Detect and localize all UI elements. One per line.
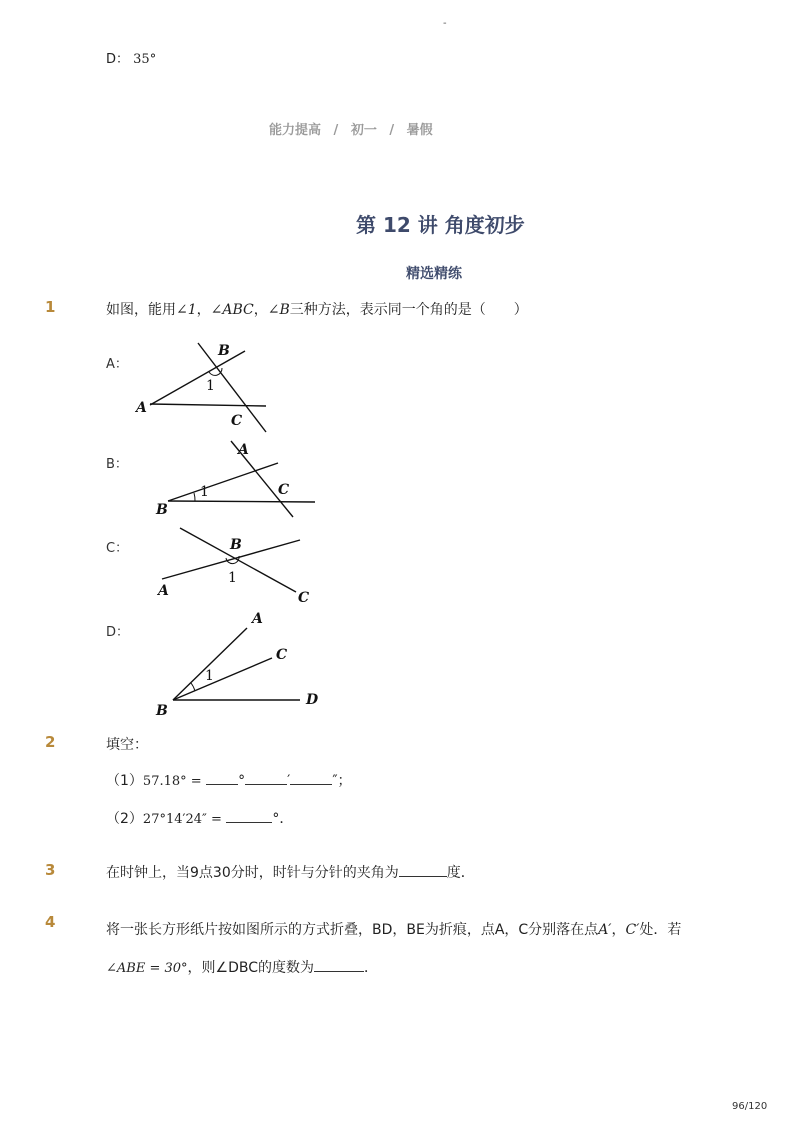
option-c-label: C： (106, 541, 129, 556)
question-number: 3 (45, 861, 56, 879)
section-title: 精选精练 (406, 266, 462, 282)
question-2-text: 填空： (106, 737, 148, 753)
point-label-a: A (136, 400, 147, 416)
q1-angle-abc: ∠ABC (210, 302, 254, 318)
lesson-title: 第 12 讲 角度初步 (356, 213, 525, 237)
point-label-a: A (238, 442, 249, 458)
angle-label-1: 1 (228, 570, 237, 586)
angle-label-1: 1 (206, 378, 215, 394)
blank-answer[interactable] (399, 864, 447, 877)
option-d-label: D： (106, 625, 130, 640)
breadcrumb-term: 暑假 (406, 123, 433, 138)
point-label-b: B (156, 703, 168, 719)
breadcrumb-separator: / (389, 123, 395, 138)
q3-text-before: 在时钟上，当9点30分时，时针与分针的夹角为 (106, 865, 399, 881)
minute-symbol: ′ (287, 773, 291, 789)
q4-angle-expression: ∠ABE = 30° (106, 961, 188, 976)
option-a-figure (130, 338, 290, 438)
question-1-text (106, 299, 528, 319)
angle-arc (194, 493, 195, 501)
point-label-c: C (278, 482, 290, 498)
breadcrumb-level: 能力提高 (269, 123, 322, 138)
part-1-expression: 57.18° = (142, 774, 202, 789)
q4-comma: ， (611, 922, 626, 938)
q1-suffix: 三种方法，表示同一个角的是（ ） (289, 302, 528, 318)
ray-bc (173, 658, 272, 700)
line-ba (168, 463, 278, 501)
angle-label-1: 1 (205, 668, 214, 684)
question-4-line-2 (106, 957, 378, 977)
degree-symbol: ° (238, 773, 246, 789)
point-label-b: B (230, 537, 242, 553)
question-2-part-1 (106, 770, 352, 790)
blank-degrees[interactable] (206, 772, 238, 785)
question-number: 2 (45, 733, 56, 751)
question-4-line-1 (106, 919, 681, 939)
part-2-label: （2） (106, 811, 143, 827)
q1-angle-1: ∠1 (176, 302, 197, 318)
question-2-part-2 (106, 808, 293, 828)
line-bc (168, 501, 315, 502)
top-mark: - (443, 18, 447, 29)
angle-label-1: 1 (200, 484, 209, 500)
line-ac (150, 404, 266, 406)
point-label-b: B (156, 502, 168, 518)
blank-answer[interactable] (314, 959, 364, 972)
previous-option-value: 35° (133, 52, 157, 67)
option-a-label: A： (106, 357, 128, 372)
part-2-expression: 27°14′24″ = (142, 812, 222, 827)
page-number: 96/120 (732, 1101, 768, 1112)
q4-line1-text: 将一张长方形纸片按如图所示的方式折叠，BD，BE为折痕，点A，C分别落在点 (106, 922, 599, 938)
question-3-text (106, 862, 475, 882)
q4-line1-end: 处．若 (639, 922, 682, 938)
blank-degrees[interactable] (226, 810, 272, 823)
line-ab (150, 351, 245, 405)
point-label-b: B (218, 343, 230, 359)
point-a-prime: A′ (598, 922, 612, 938)
q4-line2-text: ，则∠DBC的度数为 (187, 960, 314, 976)
q1-angle-b: ∠B (267, 302, 290, 318)
point-c-prime: C′ (625, 922, 640, 938)
previous-option-label: D： (106, 52, 130, 67)
breadcrumb-grade: 初一 (350, 123, 377, 138)
q1-comma: ， (196, 302, 211, 318)
point-label-c: C (231, 413, 243, 429)
breadcrumb-separator: / (333, 123, 339, 138)
point-label-c: C (298, 590, 310, 606)
question-number: 1 (45, 298, 56, 316)
q4-line2-end: ． (364, 960, 378, 976)
option-c-figure (150, 525, 325, 607)
second-symbol: ″； (332, 773, 352, 789)
point-label-a: A (252, 611, 263, 627)
point-label-a: A (158, 583, 169, 599)
question-number: 4 (45, 913, 56, 931)
option-b-figure (150, 438, 330, 523)
breadcrumb (269, 119, 433, 138)
blank-seconds[interactable] (290, 772, 332, 785)
point-label-d: D (306, 692, 319, 708)
angle-arc (191, 683, 195, 691)
ray-ba (173, 628, 247, 700)
point-label-c: C (276, 647, 288, 663)
option-d-figure (150, 608, 330, 720)
q3-text-after: 度． (446, 865, 475, 881)
previous-option (106, 48, 156, 67)
q1-comma: ， (253, 302, 268, 318)
blank-minutes[interactable] (245, 772, 287, 785)
option-b-label: B： (106, 457, 128, 472)
period-degree: °． (272, 811, 294, 827)
q1-prefix: 如图，能用 (106, 302, 176, 318)
part-1-label: （1） (106, 773, 143, 789)
